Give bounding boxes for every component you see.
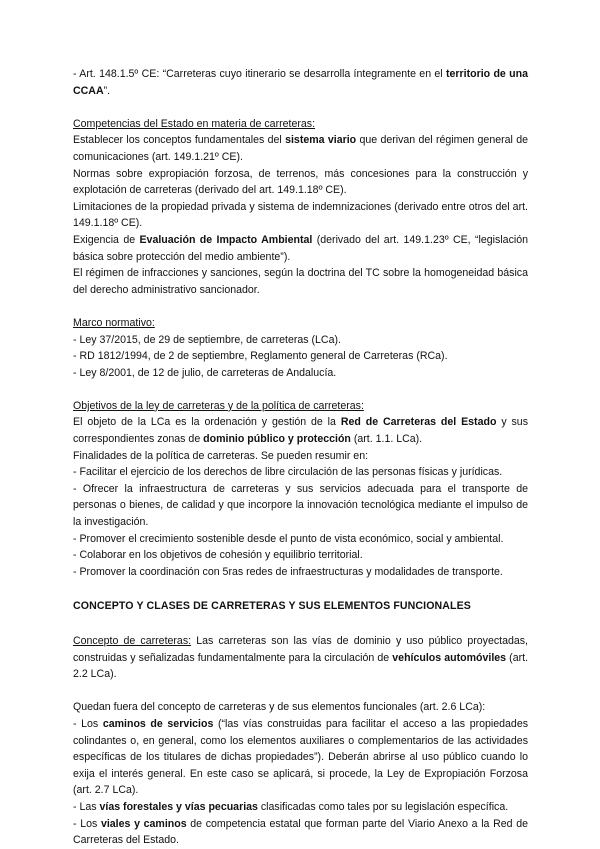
objetivos-item: - Promover el crecimiento sostenible desde el punto de vista económico, social y ambiental. xyxy=(73,532,504,545)
fuera-item: - Las vías forestales y vías pecuarias clasificadas como tales por su legislación específica. xyxy=(73,800,509,813)
concepto-paragraph: Concepto de carreteras: Las carreteras son las vías de dominio y uso público proyectadas, construidas y señalizadas fundamentalmente para la circulación de vehículos automóviles (art. 2.2 LCa). xyxy=(73,635,529,681)
competencias-p4: Exigencia de Evaluación de Impacto Ambiental (derivado del art. 149.1.23º CE, “legislación básica sobre protección del medio ambiente”). xyxy=(73,233,529,263)
document-page xyxy=(73,66,528,849)
objetivos-item: - Facilitar el ejercicio de los derechos de libre circulación de las personas físicas y jurídicas. xyxy=(73,466,503,479)
fuera-item: - Los caminos de servicios (“las vías construidas para facilitar el acceso a las propiedades colindantes o, en general, como los elementos auxiliares o complementarios de las actividades específicas de los titulares de dichas propiedades”). Deberán abrirse al uso público cuando lo exija el interés general. En este caso se aplicará, si procede, la Ley de Expropiación Forzosa (art. 2.7 LCa). xyxy=(73,717,529,797)
objetivos-p2: Finalidades de la política de carreteras. Se pueden resumir en: xyxy=(73,449,369,462)
section-heading: CONCEPTO Y CLASES DE CARRETERAS Y SUS ELEMENTOS FUNCIONALES xyxy=(73,600,471,613)
marco-item: - Ley 8/2001, de 12 de julio, de carreteras de Andalucía. xyxy=(73,366,337,379)
competencias-p2: Normas sobre expropiación forzosa, de terrenos, más concesiones para la construcción y explotación de carreteras (derivado del art. 149.1.18º CE). xyxy=(73,167,528,197)
competencias-title: Competencias del Estado en materia de carreteras: xyxy=(73,117,316,130)
objetivos-item: - Promover la coordinación con 5ras redes de infraestructuras y modalidades de transporte. xyxy=(73,565,503,578)
objetivos-title: Objetivos de la ley de carreteras y de la política de carreteras: xyxy=(73,399,364,412)
objetivos-item: - Ofrecer la infraestructura de carreteras y sus servicios adecuada para el transporte de personas o bienes, de calidad y que incorpore la innovación tecnológica mediante el impulso de la investigación. xyxy=(73,482,528,529)
competencias-p3: Limitaciones de la propiedad privada y sistema de indemnizaciones (derivado entre otros del art. 149.1.18º CE). xyxy=(73,200,528,230)
marco-title: Marco normativo: xyxy=(73,316,155,329)
objetivos-item: - Colaborar en los objetivos de cohesión y equilibrio territorial. xyxy=(73,549,363,562)
fuera-intro: Quedan fuera del concepto de carreteras y de sus elementos funcionales (art. 2.6 LCa): xyxy=(73,701,486,714)
intro-bold: territorio de una CCAA xyxy=(73,68,528,97)
intro-paragraph: - Art. 148.1.5º CE: “Carreteras cuyo itinerario se desarrolla íntegramente en el territorio de una CCAA”. xyxy=(73,68,528,97)
competencias-p5: El régimen de infracciones y sanciones, según la doctrina del TC sobre la homogeneidad básica del derecho administrativo sancionador. xyxy=(73,267,528,296)
competencias-p1: Establecer los conceptos fundamentales del sistema viario que derivan del régimen general de comunicaciones (art. 149.1.21º CE). xyxy=(73,134,528,163)
marco-item: - RD 1812/1994, de 2 de septiembre, Reglamento general de Carreteras (RCa). xyxy=(73,350,448,363)
objetivos-p1: El objeto de la LCa es la ordenación y gestión de la Red de Carreteras del Estado y sus correspondientes zonas de dominio público y protección (art. 1.1. LCa). xyxy=(73,416,528,446)
marco-item: - Ley 37/2015, de 29 de septiembre, de carreteras (LCa). xyxy=(73,333,341,346)
fuera-item: - Los viales y caminos de competencia estatal que forman parte del Viario Anexo a la Red de Carreteras del Estado. xyxy=(73,817,528,847)
